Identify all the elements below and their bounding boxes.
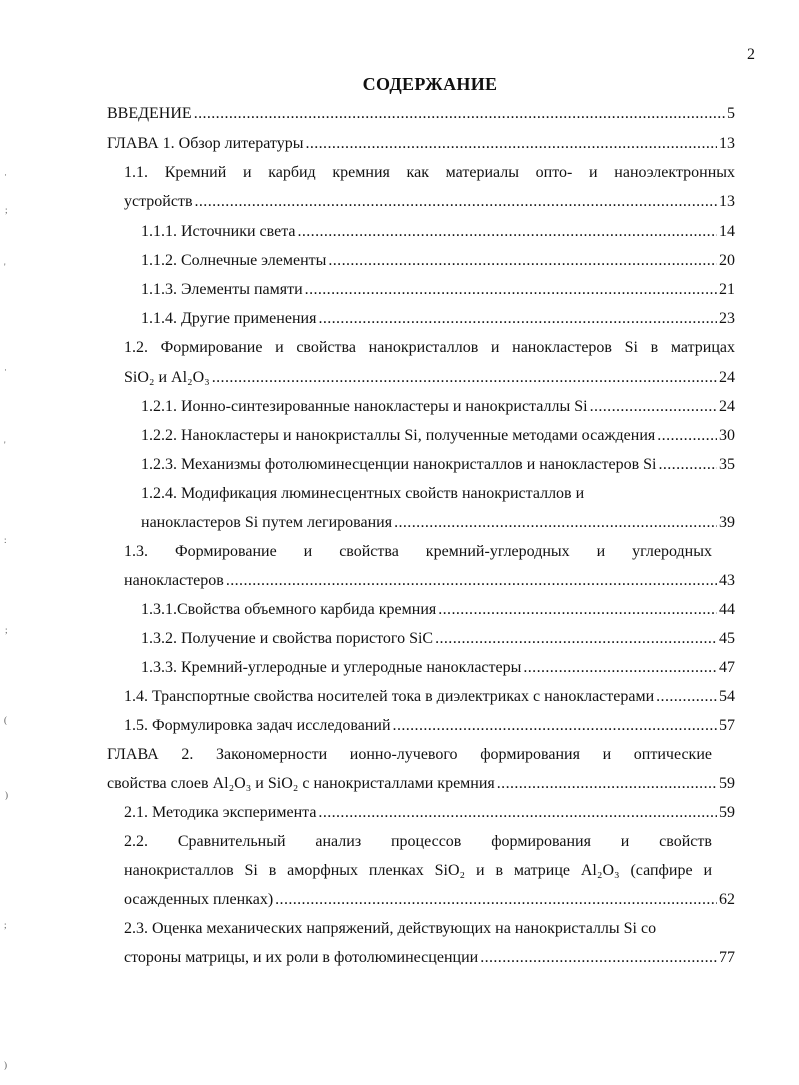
- toc-entry-page: 43: [719, 572, 735, 589]
- word: и: [596, 543, 606, 560]
- leader-dots: [523, 657, 717, 679]
- word: ГЛАВА: [107, 746, 159, 763]
- leader-dots: [328, 250, 717, 272]
- toc-entry-1-2-1[interactable]: [141, 396, 735, 418]
- scan-speck: (: [4, 715, 7, 725]
- toc-entry-chapter-1[interactable]: [107, 133, 735, 155]
- toc-entry-text: свойства слоев Al₂O₃ и SiO₂ с нанокристаллами кремния: [107, 775, 495, 792]
- toc-entry-page: 13: [719, 135, 735, 152]
- scan-speck: ': [4, 262, 6, 272]
- leader-dots: [658, 454, 717, 476]
- toc-entry-1-5[interactable]: [124, 715, 735, 737]
- scan-speck: ·: [4, 170, 7, 180]
- toc-entry-1-3-3[interactable]: [141, 657, 735, 679]
- scan-speck: ;: [5, 625, 8, 635]
- word: кремний-углеродных: [425, 543, 570, 560]
- word: Закономерности: [215, 746, 328, 763]
- toc-entry-page: 35: [719, 456, 735, 473]
- toc-entry-1-2-line2[interactable]: [124, 367, 735, 389]
- toc-entry-text: 1.4. Транспортные свойства носителей тока в диэлектриках с нанокластерами: [124, 688, 655, 705]
- toc-entry-page: 45: [719, 630, 735, 647]
- leader-dots: [226, 570, 717, 592]
- word: Сравнительный: [177, 833, 286, 850]
- word: формирования: [480, 746, 580, 763]
- scan-speck: ': [4, 440, 6, 450]
- leader-dots: [297, 221, 717, 243]
- toc-entry-text: 1.2.1. Ионно-синтезированные нанокластеры и нанокристаллы Si: [141, 398, 588, 415]
- leader-dots: [438, 599, 717, 621]
- toc-entry-2-1[interactable]: [124, 802, 735, 824]
- scan-speck: ·: [4, 365, 7, 375]
- toc-entry-text: 1.2.2. Нанокластеры и нанокристаллы Si, полученные методами осаждения: [141, 427, 656, 444]
- word: 2.: [181, 746, 194, 763]
- toc-entry-page: 5: [727, 105, 735, 122]
- toc-entry-1-3-2[interactable]: [141, 628, 735, 650]
- leader-dots: [393, 715, 717, 737]
- word: углеродных: [632, 543, 712, 560]
- toc-entry-1-3-line1[interactable]: [124, 541, 712, 563]
- toc-entry-1-1-line1[interactable]: 1.1. Кремний и карбид кремния как материалы опто- и наноэлектронных: [124, 164, 735, 181]
- toc-entry-text: 1.5. Формулировка задач исследований: [124, 717, 391, 734]
- toc-entry-page: 14: [719, 223, 735, 240]
- word: и: [602, 746, 612, 763]
- leader-dots: [394, 512, 717, 534]
- toc-entry-page: 62: [719, 891, 735, 908]
- toc-entry-2-2-line1[interactable]: [124, 831, 712, 853]
- toc-entry-2-2-line2[interactable]: нанокристаллов Si в аморфных пленках SiO₂ и в матрице Al₂O₃ (сапфире и: [124, 862, 712, 879]
- toc-entry-chapter-2-line2[interactable]: [107, 773, 735, 795]
- toc-entry-page: 39: [719, 514, 735, 531]
- scan-margin-artifacts: [0, 0, 20, 1085]
- toc-entry-text: ВВЕДЕНИЕ: [107, 105, 192, 122]
- leader-dots: [657, 425, 717, 447]
- leader-dots: [194, 103, 725, 125]
- toc-entry-page: 30: [719, 427, 735, 444]
- word: 2.2.: [124, 833, 148, 850]
- word: 1.3.: [124, 543, 148, 560]
- leader-dots: [305, 133, 717, 155]
- toc-entry-1-1-2[interactable]: [141, 250, 735, 272]
- word: свойства: [339, 543, 399, 560]
- leader-dots: [305, 279, 717, 301]
- toc-entry-1-4[interactable]: [124, 686, 735, 708]
- toc-entry-page: 23: [719, 310, 735, 327]
- word: оптические: [633, 746, 712, 763]
- toc-entry-1-2-line1[interactable]: 1.2. Формирование и свойства нанокристаллов и нанокластеров Si в матрицах: [124, 339, 735, 356]
- toc-entry-text: 1.2.3. Механизмы фотолюминесценции нанокристаллов и нанокластеров Si: [141, 456, 657, 473]
- leader-dots: [212, 367, 717, 389]
- toc-entry-page: 24: [719, 398, 735, 415]
- toc-entry-page: 44: [719, 601, 735, 618]
- page-number: 2: [747, 46, 755, 63]
- leader-dots: [318, 802, 717, 824]
- leader-dots: [435, 628, 717, 650]
- toc-entry-text: 1.1.1. Источники света: [141, 223, 296, 240]
- toc-entry-1-1-line2[interactable]: [124, 191, 735, 213]
- toc-entry-2-2-line3[interactable]: [124, 889, 735, 911]
- toc-entry-2-3-line2[interactable]: [124, 947, 735, 969]
- leader-dots: [318, 308, 717, 330]
- toc-entry-1-1-1[interactable]: [141, 221, 735, 243]
- leader-dots: [275, 889, 717, 911]
- toc-entry-text: 1.3.3. Кремний-углеродные и углеродные нанокластеры: [141, 659, 522, 676]
- toc-entry-page: 13: [719, 193, 735, 210]
- toc-entry-text: нанокластеров: [124, 572, 224, 589]
- toc-entry-text: 1.1.3. Элементы памяти: [141, 281, 303, 298]
- leader-dots: [195, 191, 718, 213]
- toc-entry-page: 77: [719, 949, 735, 966]
- word: процессов: [390, 833, 462, 850]
- page-title: СОДЕРЖАНИЕ: [362, 74, 498, 94]
- toc-entry-text: 1.1.2. Солнечные элементы: [141, 252, 327, 269]
- scan-speck: ): [4, 1060, 7, 1070]
- leader-dots: [590, 396, 717, 418]
- word: свойств: [659, 833, 712, 850]
- toc-entry-text: ГЛАВА 1. Обзор литературы: [107, 135, 304, 152]
- toc-entry-1-3-line2[interactable]: [124, 570, 735, 592]
- toc-entry-2-3-line1[interactable]: 2.3. Оценка механических напряжений, действующих на нанокристаллы Si со: [124, 920, 657, 937]
- toc-entry-1-1-4[interactable]: [141, 308, 735, 330]
- word: и: [303, 543, 313, 560]
- toc-entry-page: 54: [719, 688, 735, 705]
- word: ионно-лучевого: [349, 746, 458, 763]
- toc-entry-page: 57: [719, 717, 735, 734]
- toc-entry-page: 59: [719, 775, 735, 792]
- leader-dots: [480, 947, 717, 969]
- scan-speck: ;: [5, 205, 8, 215]
- toc-entry-intro[interactable]: [107, 103, 735, 125]
- toc-entry-1-2-4-line1[interactable]: 1.2.4. Модификация люминесцентных свойств нанокристаллов и: [141, 485, 585, 502]
- toc-entry-text: SiO₂ и Al₂O₃: [124, 369, 210, 386]
- scan-speck: :: [4, 535, 7, 545]
- toc-entry-1-2-3[interactable]: [141, 454, 735, 476]
- toc-entry-text: нанокластеров Si путем легирования: [141, 514, 393, 531]
- toc-entry-1-2-2[interactable]: [141, 425, 735, 447]
- toc-entry-text: осажденных пленках): [124, 891, 274, 908]
- toc-entry-page: 47: [719, 659, 735, 676]
- toc-entry-page: 20: [719, 252, 735, 269]
- word: Формирование: [174, 543, 277, 560]
- leader-dots: [656, 686, 717, 708]
- toc-entry-page: 21: [719, 281, 735, 298]
- toc-entry-text: 2.1. Методика эксперимента: [124, 804, 317, 821]
- toc-entry-text: устройств: [124, 193, 193, 210]
- toc-entry-text: 1.3.2. Получение и свойства пористого SiC: [141, 630, 434, 647]
- toc-entry-1-2-4-line2[interactable]: [141, 512, 735, 534]
- toc-entry-1-3-1[interactable]: [141, 599, 735, 621]
- toc-entry-1-1-3[interactable]: [141, 279, 735, 301]
- word: формирования: [491, 833, 591, 850]
- scan-speck: ): [5, 790, 8, 800]
- toc-entry-page: 24: [719, 369, 735, 386]
- word: анализ: [315, 833, 362, 850]
- toc-entry-text: 1.1.4. Другие применения: [141, 310, 317, 327]
- word: и: [620, 833, 630, 850]
- toc-entry-text: 1.3.1.Свойства объемного карбида кремния: [141, 601, 437, 618]
- toc-entry-page: 59: [719, 804, 735, 821]
- scan-speck: ;: [4, 920, 7, 930]
- toc-entry-chapter-2-line1[interactable]: [107, 744, 712, 766]
- leader-dots: [497, 773, 717, 795]
- toc-entry-text: стороны матрицы, и их роли в фотолюминесценции: [124, 949, 479, 966]
